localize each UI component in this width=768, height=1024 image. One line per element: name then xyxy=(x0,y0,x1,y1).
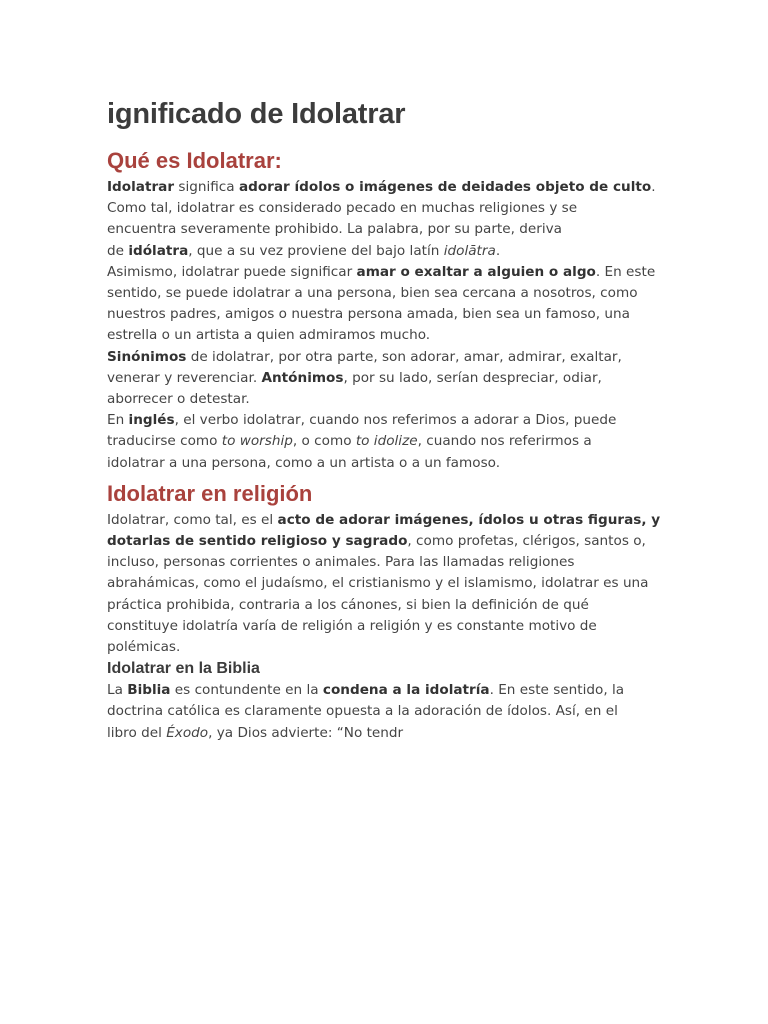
paragraph-synonyms xyxy=(107,347,667,411)
text-run: En xyxy=(107,412,129,429)
text-run: Asimismo, idolatrar puede significar xyxy=(107,263,357,280)
text-run: La xyxy=(107,682,128,699)
text-line: doctrina católica es claramente opuesta a la adoración de ídolos. Así, en el xyxy=(107,703,618,720)
text-run: libro del xyxy=(107,724,167,741)
page-title: ignificado de Idolatrar xyxy=(107,98,406,130)
text-line: idolatrar a una persona, como a un artista o a un famoso. xyxy=(107,454,501,471)
bold-phrase: dotarlas de sentido religioso y sagrado xyxy=(107,533,408,550)
bold-term: idólatra xyxy=(128,242,189,259)
text-line xyxy=(107,531,667,552)
text-line: polémicas. xyxy=(107,639,181,656)
bold-term: Idolatrar xyxy=(107,179,175,195)
bold-phrase: adorar ídolos o imágenes de deidades objeto de culto xyxy=(238,179,652,195)
bold-term: Biblia xyxy=(127,682,171,699)
paragraph-definition xyxy=(107,177,667,262)
text-line: Como tal, idolatrar es considerado pecado en muchas religiones y se xyxy=(107,200,578,217)
paragraph-biblia xyxy=(107,680,667,744)
text-run: , cuando nos referirmos a xyxy=(417,433,592,450)
text-run: . En este sentido, la xyxy=(489,682,625,699)
text-run: venerar y reverenciar. xyxy=(107,369,262,386)
italic-term: Éxodo xyxy=(166,724,209,741)
text-line xyxy=(107,368,667,389)
italic-term: to idolize xyxy=(355,433,418,450)
subheading-biblia: Idolatrar en la Biblia xyxy=(107,660,260,678)
paragraph-religion xyxy=(107,510,667,658)
text-run: . En este xyxy=(595,263,656,280)
text-line xyxy=(107,723,667,744)
text-line: aborrecer o detestar. xyxy=(107,391,250,408)
section-heading-religion: Idolatrar en religión xyxy=(107,480,313,506)
text-run: significa xyxy=(174,179,239,195)
text-line: práctica prohibida, contraria a los cánones, si bien la definición de qué xyxy=(107,596,589,613)
text-run: . xyxy=(495,242,501,259)
text-line xyxy=(107,241,667,262)
text-line: estrella o un artista a quien admiramos mucho. xyxy=(107,327,431,344)
text-line xyxy=(107,262,667,283)
text-line xyxy=(107,680,667,701)
text-run: , ya Dios advierte: “No tendr xyxy=(208,724,404,741)
text-run: , que a su vez proviene del bajo latín xyxy=(188,242,444,259)
bold-phrase: amar o exaltar a alguien o algo xyxy=(356,263,596,280)
text-run: , por su lado, serían despreciar, odiar, xyxy=(343,369,602,386)
text-line: nuestros padres, amigos o nuestra persona amada, bien sea un famoso, una xyxy=(107,306,630,323)
text-line xyxy=(107,431,667,452)
text-run: de xyxy=(107,242,129,259)
text-run: de idolatrar, por otra parte, son adorar, amar, admirar, exaltar, xyxy=(186,348,622,365)
section-heading-que-es: Qué es Idolatrar: xyxy=(107,148,282,173)
text-run: Idolatrar, como tal, es el xyxy=(107,511,278,528)
text-run: , o como xyxy=(292,433,356,450)
text-line xyxy=(107,177,667,198)
text-run: traducirse como xyxy=(107,433,222,450)
document-page xyxy=(107,94,667,744)
text-line xyxy=(107,347,667,368)
text-line xyxy=(107,510,667,531)
text-run: es contundente en la xyxy=(170,682,323,699)
text-line xyxy=(107,410,667,431)
bold-term: Antónimos xyxy=(261,369,344,386)
paragraph-english xyxy=(107,410,667,474)
text-line: incluso, personas corrientes o animales. Para las llamadas religiones xyxy=(107,554,575,571)
text-line: sentido, se puede idolatrar a una persona, bien sea cercana a nosotros, como xyxy=(107,285,638,302)
bold-phrase: condena a la idolatría xyxy=(322,682,490,699)
paragraph-meaning xyxy=(107,262,667,347)
text-run: , como profetas, clérigos, santos o, xyxy=(407,533,646,550)
italic-term: to worship xyxy=(221,433,293,450)
bold-phrase: acto de adorar imágenes, ídolos u otras figuras, y xyxy=(277,511,661,528)
text-run: . xyxy=(651,179,656,195)
text-run: , el verbo idolatrar, cuando nos referimos a adorar a Dios, puede xyxy=(174,412,617,429)
text-line: encuentra severamente prohibido. La palabra, por su parte, deriva xyxy=(107,221,562,238)
text-line: abrahámicas, como el judaísmo, el cristianismo y el islamismo, idolatrar es una xyxy=(107,575,649,592)
text-line: constituye idolatría varía de religión a religión y es constante motivo de xyxy=(107,617,597,634)
bold-term: inglés xyxy=(128,412,175,429)
italic-term: idolātra xyxy=(443,242,496,259)
bold-term: Sinónimos xyxy=(107,348,187,365)
